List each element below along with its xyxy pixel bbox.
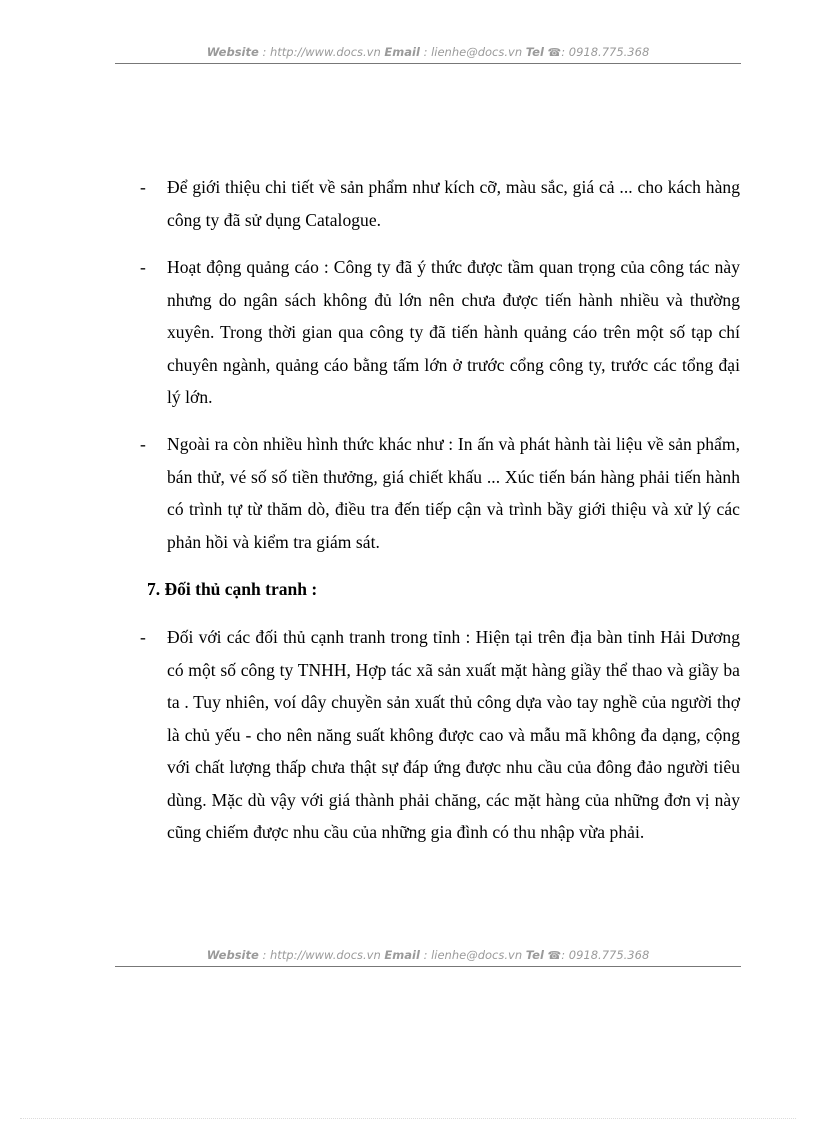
footer-website-value: : http://www.docs.vn <box>262 948 381 962</box>
paragraph-text: Để giới thiệu chi tiết về sản phẩm như kích cỡ, màu sắc, giá cả ... cho kách hàng công ty đã sử dụng Catalogue. <box>167 177 740 230</box>
paragraph-text: Hoạt động quảng cáo : Công ty đã ý thức được tầm quan trọng của công tác này nhưng do ngân sách không đủ lớn nên chưa được tiến hành nhiều và thường xuyên. Trong thời gian qua công ty đã tiến hành quảng cáo trên một số tạp chí chuyên ngành, quảng cáo bằng tấm lớn ở trước cổng công ty, trước các tổng đại lý lớn. <box>167 257 740 407</box>
footer-website-label: Website <box>206 948 259 962</box>
page-footer <box>115 948 741 962</box>
bullet-item-competitors <box>140 621 740 849</box>
bullet-dash: - <box>140 627 146 647</box>
header-email-label: Email <box>384 45 420 59</box>
page-header <box>115 45 741 59</box>
footer-email-value: : lienhe@docs.vn <box>423 948 523 962</box>
bullet-dash: - <box>140 434 146 454</box>
footer-divider <box>115 966 741 967</box>
bullet-item-catalogue <box>140 171 740 236</box>
paragraph-text: Đối với các đối thủ cạnh tranh trong tỉnh : Hiện tại trên địa bàn tỉnh Hải Dương có một số công ty TNHH, Hợp tác xã sản xuất mặt hàng giầy thể thao và giầy ba ta . Tuy nhiên, voí dây chuyền sản xuất thủ công dựa vào tay nghề của người thợ là chủ yếu - cho nên năng suất không được cao và mẫu mã không đa dạng, cộng với chất lượng thấp chưa thật sự đáp ứng được nhu cầu của đông đảo người tiêu dùng. Mặc dù vậy với giá thành phải chăng, các mặt hàng của những đơn vị này cũng chiếm được nhu cầu của những gia đình có thu nhập vừa phải. <box>167 627 740 842</box>
header-website-value: : http://www.docs.vn <box>262 45 381 59</box>
footer-tel-value: : 0918.775.368 <box>561 948 650 962</box>
header-tel-value: : 0918.775.368 <box>561 45 650 59</box>
bullet-item-advertising <box>140 251 740 414</box>
header-email-value: : lienhe@docs.vn <box>423 45 523 59</box>
footer-email-label: Email <box>384 948 420 962</box>
paragraph-text: Ngoài ra còn nhiều hình thức khác như : In ấn và phát hành tài liệu về sản phẩm, bán thử, vé số số tiền thưởng, giá chiết khấu ... Xúc tiến bán hàng phải tiến hành có trình tự từ thăm dò, điều tra đến tiếp cận và trình bầy giới thiệu và xử lý các phản hồi và kiểm tra giám sát. <box>167 434 740 552</box>
footer-tel-label: Tel <box>525 948 544 962</box>
header-tel-label: Tel <box>525 45 544 59</box>
page-bottom-edge <box>20 1118 796 1119</box>
phone-icon: ☎ <box>547 46 562 59</box>
header-divider <box>115 63 741 64</box>
bullet-dash: - <box>140 257 146 277</box>
phone-icon: ☎ <box>547 949 562 962</box>
bullet-item-other-forms <box>140 428 740 558</box>
header-website-label: Website <box>206 45 259 59</box>
bullet-dash: - <box>140 177 146 197</box>
section-heading: 7. Đối thủ cạnh tranh : <box>147 579 318 599</box>
